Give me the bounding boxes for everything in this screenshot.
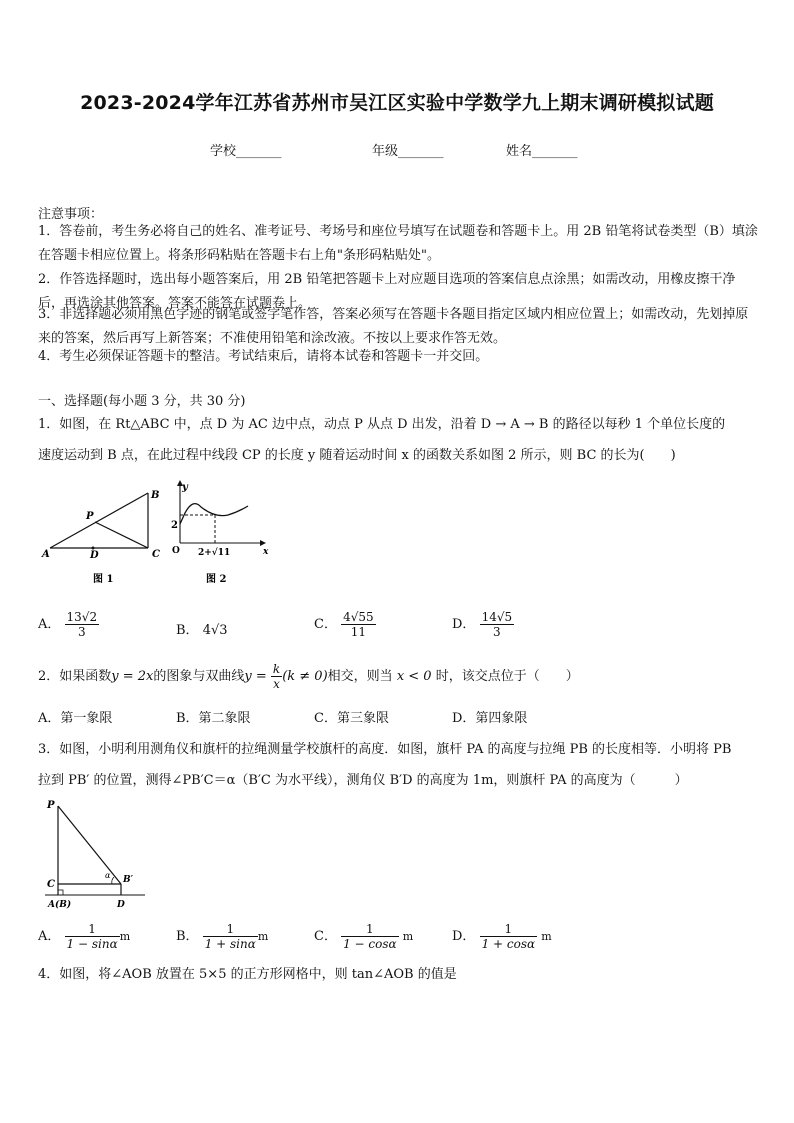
q1-d-num: 14√5 [481,610,513,624]
fig1-label-p: P [86,511,94,522]
q3-line-2: 拉到 PB′ 的位置，测得∠PB′C＝α（B′C 为水平线），测角仪 B′D 的高度为 1m，则旗杆 PA 的高度为（ ） [38,773,688,788]
q3-option-c[interactable]: C． $\frac{1}{1 - \cos\alpha}$ m [314,922,414,951]
fig2-label-2: 2 [171,520,178,531]
note-item-1: 1．答卷前，考生务必将自己的姓名、准考证号、考场号和座位号填写在试题卷和答题卡上。用 2B 铅笔将试卷类型（B）填涂在答题卡相应位置上。将条形码粘贴在答题卡右上角"条形码粘贴处"。 [38,224,758,263]
q3-label-c: C [47,879,55,890]
q2-option-a[interactable]: A．第一象限 [38,711,113,726]
q1-d-den: 3 [493,625,501,639]
fig1-label-d: D [90,550,99,561]
q3-label-b-prime: B′ [123,875,133,885]
fig1-caption: 图 1 [93,574,114,585]
fig2-label-x: x [263,547,269,557]
q1-c-den: 11 [350,625,367,639]
q2-option-b[interactable]: B．第二象限 [176,711,251,726]
fig2-label-origin: O [172,546,180,556]
name-field: 姓名_______ [506,144,578,159]
fig1-label-b: B [151,490,160,501]
q2-func: y = 2x [111,669,154,684]
page-title: 2023-2024学年江苏省苏州市吴江区实验中学数学九上期末调研模拟试题 [80,92,714,114]
q2-hyper-num: k [272,662,281,676]
notes-heading: 注意事项： [38,207,104,222]
q3-label-ab: A(B) [48,900,72,910]
q1-line-2: 速度运动到 B 点，在此过程中线段 CP 的长度 y 随着运动时间 x 的函数关系如图 2 所示，则 BC 的长为( ) [38,448,676,463]
q2-option-c[interactable]: C．第三象限 [314,711,389,726]
q1-figure-2 [168,478,273,590]
q2-option-d[interactable]: D．第四象限 [452,711,528,726]
note-item-2: 2．作答选择题时，选出每小题答案后，用 2B 铅笔把答题卡上对应题目选项的答案信息点涂黑；如需改动，用橡皮擦干净后，再选涂其他答案。答案不能答在试题卷上。 [38,272,736,311]
q3-label-p: P [47,800,55,811]
q1-option-b[interactable]: B． 4√3 [176,623,228,638]
section-heading: 一、选择题(每小题 3 分，共 30 分) [38,394,246,409]
q3-figure [40,798,150,913]
q1-b-value: 4√3 [202,623,228,638]
school-field: 学校_______ [210,144,282,159]
q1-a-den: 3 [77,625,86,639]
q1-c-num: 4√55 [343,610,374,624]
q3-option-b[interactable]: B． $\frac{1}{1 + \sin\alpha}$ m [176,922,269,951]
fig1-label-c: C [152,549,160,560]
q3-line-1: 3．如图，小明利用测角仪和旗杆的拉绳测量学校旗杆的高度．如图，旗杆 PA 的高度与拉绳 PB 的长度相等．小明将 PB [38,742,732,757]
note-item-4: 4．考生必须保证答题卡的整洁。考试结束后，请将本试卷和答题卡一并交回。 [38,349,489,364]
q3-option-a[interactable]: A． $\frac{1}{1 - \sin\alpha}$ m [38,922,131,951]
fig1-label-a: A [42,549,50,560]
q1-option-c[interactable]: C． $\frac{4√55}{11}$ [314,610,374,639]
q1-a-num: 13√2 [66,610,98,624]
q2-stem: 2．如果函数y = 2x的图象与双曲线y = $\frac{k}{x}$ (k ≠ 0)相交，则当 x < 0 时，该交点位于（ ） [38,662,579,691]
note-item-3: 3．非选择题必须用黑色字迹的钢笔或签字笔作答，答案必须写在答题卡各题目指定区域内相应位置上；如需改动，先划掉原来的答案，然后再写上新答案；不准使用铅笔和涂改液。不按以上要求作答无效。 [38,307,749,346]
fig2-caption: 图 2 [206,574,227,585]
q3-label-d: D [117,900,125,910]
q1-option-d[interactable]: D． $\frac{14√5}{3}$ [452,610,513,639]
fig2-label-2-sqrt11: 2+√11 [198,548,231,558]
q1-option-a[interactable]: A． $\frac{13√2}{3}$ [38,610,98,639]
q3-label-alpha: α [105,871,111,880]
q2-hyper-den: x [273,677,280,691]
q4-stem: 4．如图，将∠AOB 放置在 5×5 的正方形网格中，则 tan∠AOB 的值是 [38,967,457,982]
q1-figure-1 [40,485,165,590]
fig2-label-y: y [182,482,188,493]
q1-line-1: 1．如图，在 Rt△ABC 中，点 D 为 AC 边中点，动点 P 从点 D 出发，沿着 D → A → B 的路径以每秒 1 个单位长度的 [38,417,726,432]
q2-cond: x < 0 [396,669,432,684]
q3-option-d[interactable]: D． $\frac{1}{1 + \cos\alpha}$ m [452,922,552,951]
grade-field: 年级_______ [372,144,444,159]
